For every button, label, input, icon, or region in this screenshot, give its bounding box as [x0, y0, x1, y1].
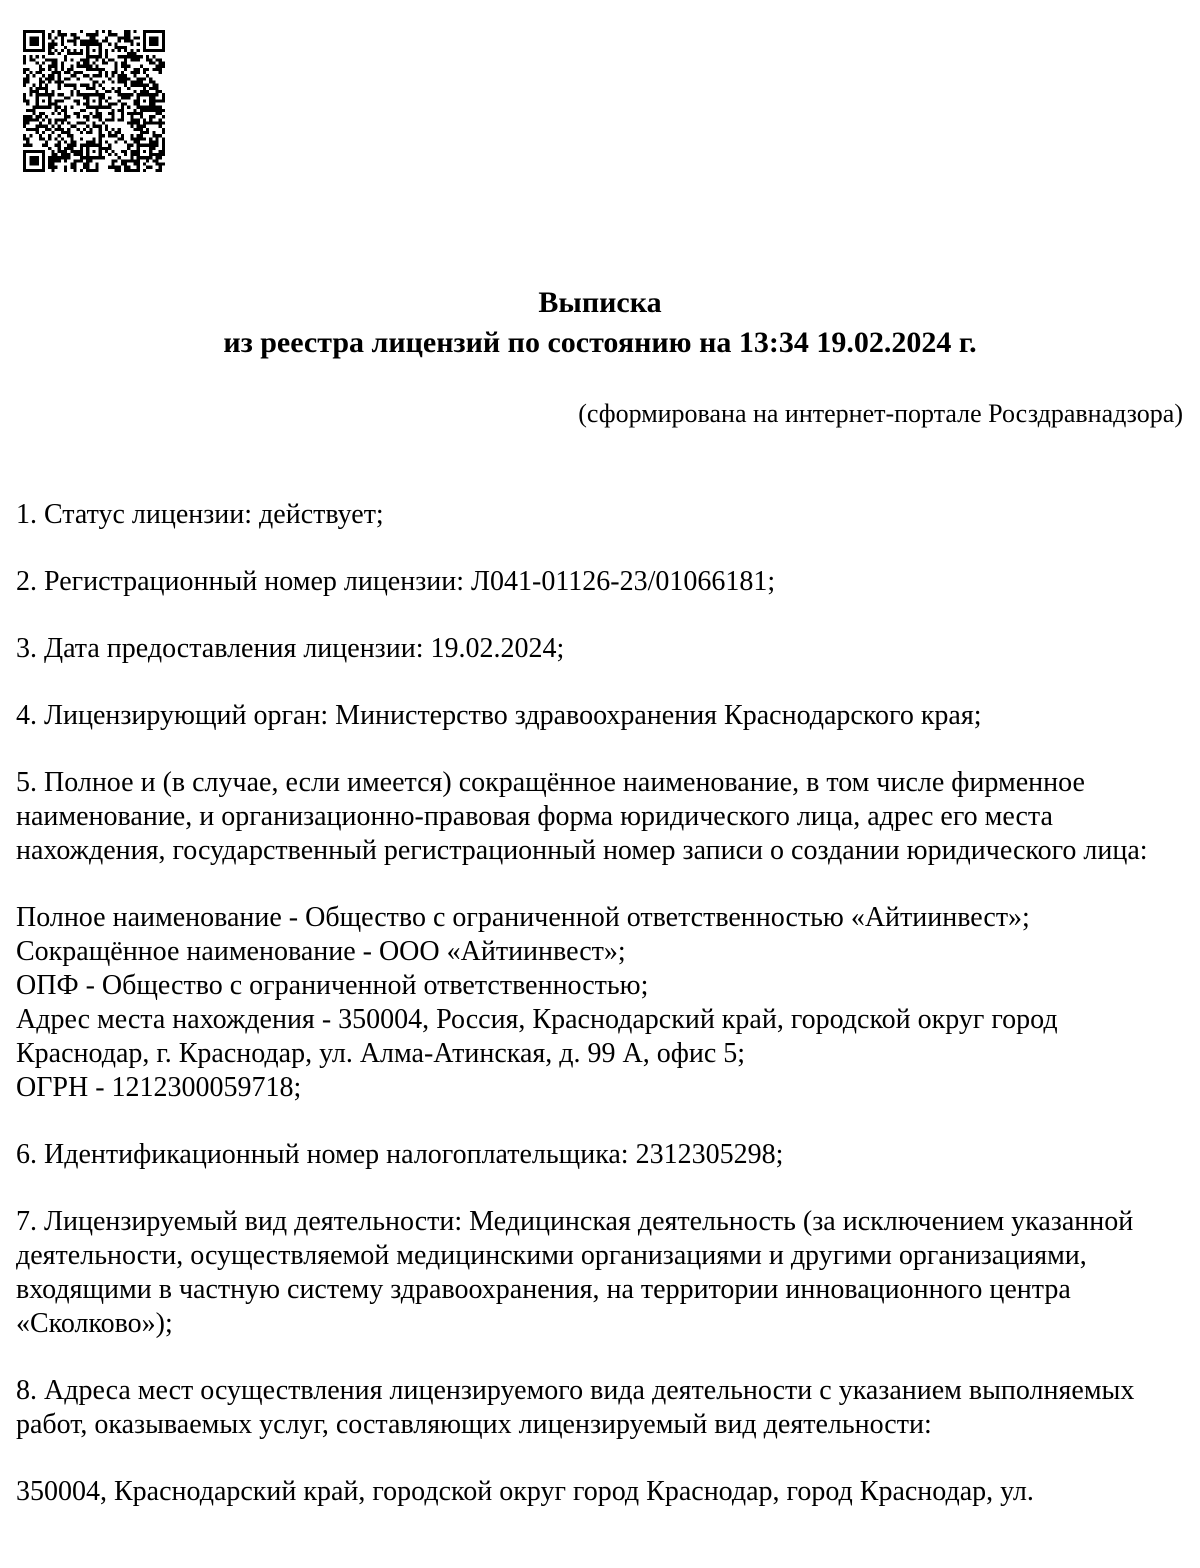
text-line: 5. Полное и (в случае, если имеется) сокращённое наименование, в том числе фирменное: [16, 767, 1085, 798]
paragraph-activity-type: [16, 1205, 1183, 1341]
qr-code-icon: [23, 30, 165, 172]
text-line: 4. Лицензирующий орган: Министерство здравоохранения Краснодарского края;: [16, 700, 982, 731]
paragraph-entity-heading: [16, 766, 1183, 868]
text-line: 2. Регистрационный номер лицензии: Л041-01126-23/01066181;: [16, 566, 776, 597]
formation-note: (сформирована на интернет-портале Росздравнадзора): [578, 399, 1183, 428]
paragraph-authority: [16, 699, 1183, 733]
text-line: 350004, Краснодарский край, городской округ город Краснодар, город Краснодар, ул.: [16, 1476, 1034, 1507]
paragraph-address: [16, 1475, 1183, 1509]
text-line: 6. Идентификационный номер налогоплательщика: 2312305298;: [16, 1139, 784, 1170]
paragraph-inn: [16, 1138, 1183, 1172]
text-line: деятельности, осуществляемой медицинскими организациями и другими организациями,: [16, 1240, 1087, 1271]
text-line: 7. Лицензируемый вид деятельности: Медицинская деятельность (за исключением указанной: [16, 1206, 1134, 1237]
text-line: нахождения, государственный регистрационный номер записи о создании юридического лица:: [16, 835, 1148, 866]
document-title-line2: из реестра лицензий по состоянию на 13:34 19.02.2024 г.: [223, 326, 977, 359]
paragraph-status: [16, 498, 1183, 532]
text-line: 3. Дата предоставления лицензии: 19.02.2024;: [16, 633, 565, 664]
text-line: ОГРН - 1212300059718;: [16, 1072, 302, 1103]
text-line: Адрес места нахождения - 350004, Россия, Краснодарский край, городской округ город: [16, 1004, 1058, 1035]
text-line: наименование, и организационно-правовая форма юридического лица, адрес его места: [16, 801, 1053, 832]
text-line: Сокращённое наименование - ООО «Айтиинвест»;: [16, 936, 626, 967]
text-line: 8. Адреса мест осуществления лицензируемого вида деятельности с указанием выполняемых: [16, 1375, 1135, 1406]
text-line: работ, оказываемых услуг, составляющих лицензируемый вид деятельности:: [16, 1409, 932, 1440]
text-line: входящими в частную систему здравоохранения, на территории инновационного центра: [16, 1274, 1071, 1305]
paragraph-reg-number: [16, 565, 1183, 599]
text-line: Краснодар, г. Краснодар, ул. Алма-Атинская, д. 99 А, офис 5;: [16, 1038, 746, 1069]
paragraph-addresses-heading: [16, 1374, 1183, 1442]
text-line: ОПФ - Общество с ограниченной ответственностью;: [16, 970, 649, 1001]
text-line: «Сколково»);: [16, 1308, 173, 1339]
document-title: [0, 283, 1200, 363]
text-line: 1. Статус лицензии: действует;: [16, 499, 384, 530]
paragraph-grant-date: [16, 632, 1183, 666]
document-body: [0, 498, 1200, 1509]
document-title-line1: Выписка: [538, 286, 662, 319]
paragraph-entity-details: [16, 901, 1183, 1105]
text-line: Полное наименование - Общество с ограниченной ответственностью «Айтиинвест»;: [16, 902, 1030, 933]
